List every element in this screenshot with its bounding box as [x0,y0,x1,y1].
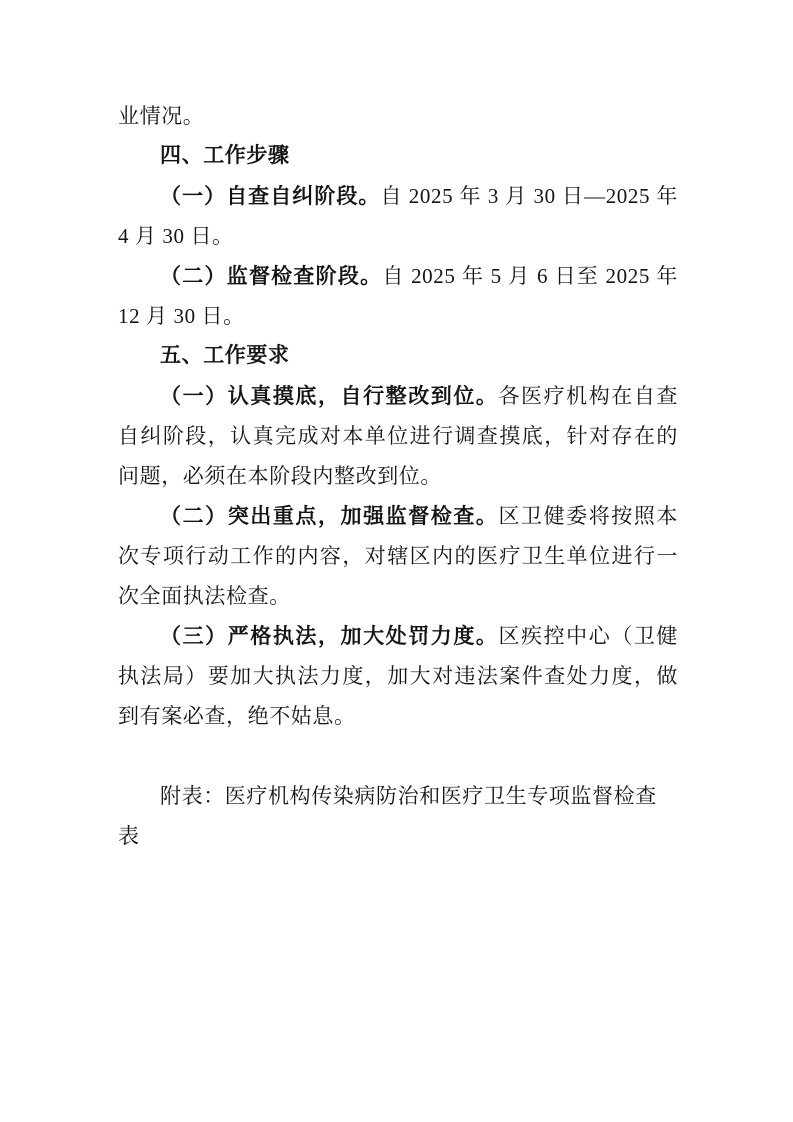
document-content [118,96,678,856]
section-heading-4: 四、工作步骤 [160,144,290,167]
paragraph-stage-1-lead: （一）自查自纠阶段。 [160,184,381,208]
paragraph-stage-2-lead: （二）监督检查阶段。 [160,264,383,288]
paragraph-stage-1 [118,176,678,256]
paragraph-requirement-3-text: 区疾控中心（卫健执法局）要加大执法力度，加大对违法案件查处力度，做到有案必查，绝不姑息。 [118,624,678,728]
paragraph-continuation: 业情况。 [118,104,205,128]
paragraph-requirement-3-lead: （三）严格执法，加大处罚力度。 [160,624,499,648]
paragraph-requirement-2-text: 区卫健委将按照本次专项行动工作的内容，对辖区内的医疗卫生单位进行一次全面执法检查。 [118,504,678,608]
paragraph-requirement-3 [118,616,678,736]
paragraph-requirement-2 [118,496,678,616]
attachment-note: 附表：医疗机构传染病防治和医疗卫生专项监督检查表 [118,784,657,848]
paragraph-requirement-2-lead: （二）突出重点，加强监督检查。 [160,504,499,528]
paragraph-stage-2-text: 自 2025 年 5 月 6 日至 2025 年 12 月 30 日。 [118,264,679,328]
paragraph-requirement-1-lead: （一）认真摸底，自行整改到位。 [160,384,499,408]
section-heading-5: 五、工作要求 [160,344,290,367]
paragraph-requirement-1-text: 各医疗机构在自查自纠阶段，认真完成对本单位进行调查摸底，针对存在的问题，必须在本阶段内整改到位。 [118,384,678,488]
paragraph-requirement-1 [118,376,678,496]
paragraph-stage-2 [118,256,678,336]
paragraph-stage-1-text: 自 2025 年 3 月 30 日—2025 年 4 月 30 日。 [118,184,678,248]
